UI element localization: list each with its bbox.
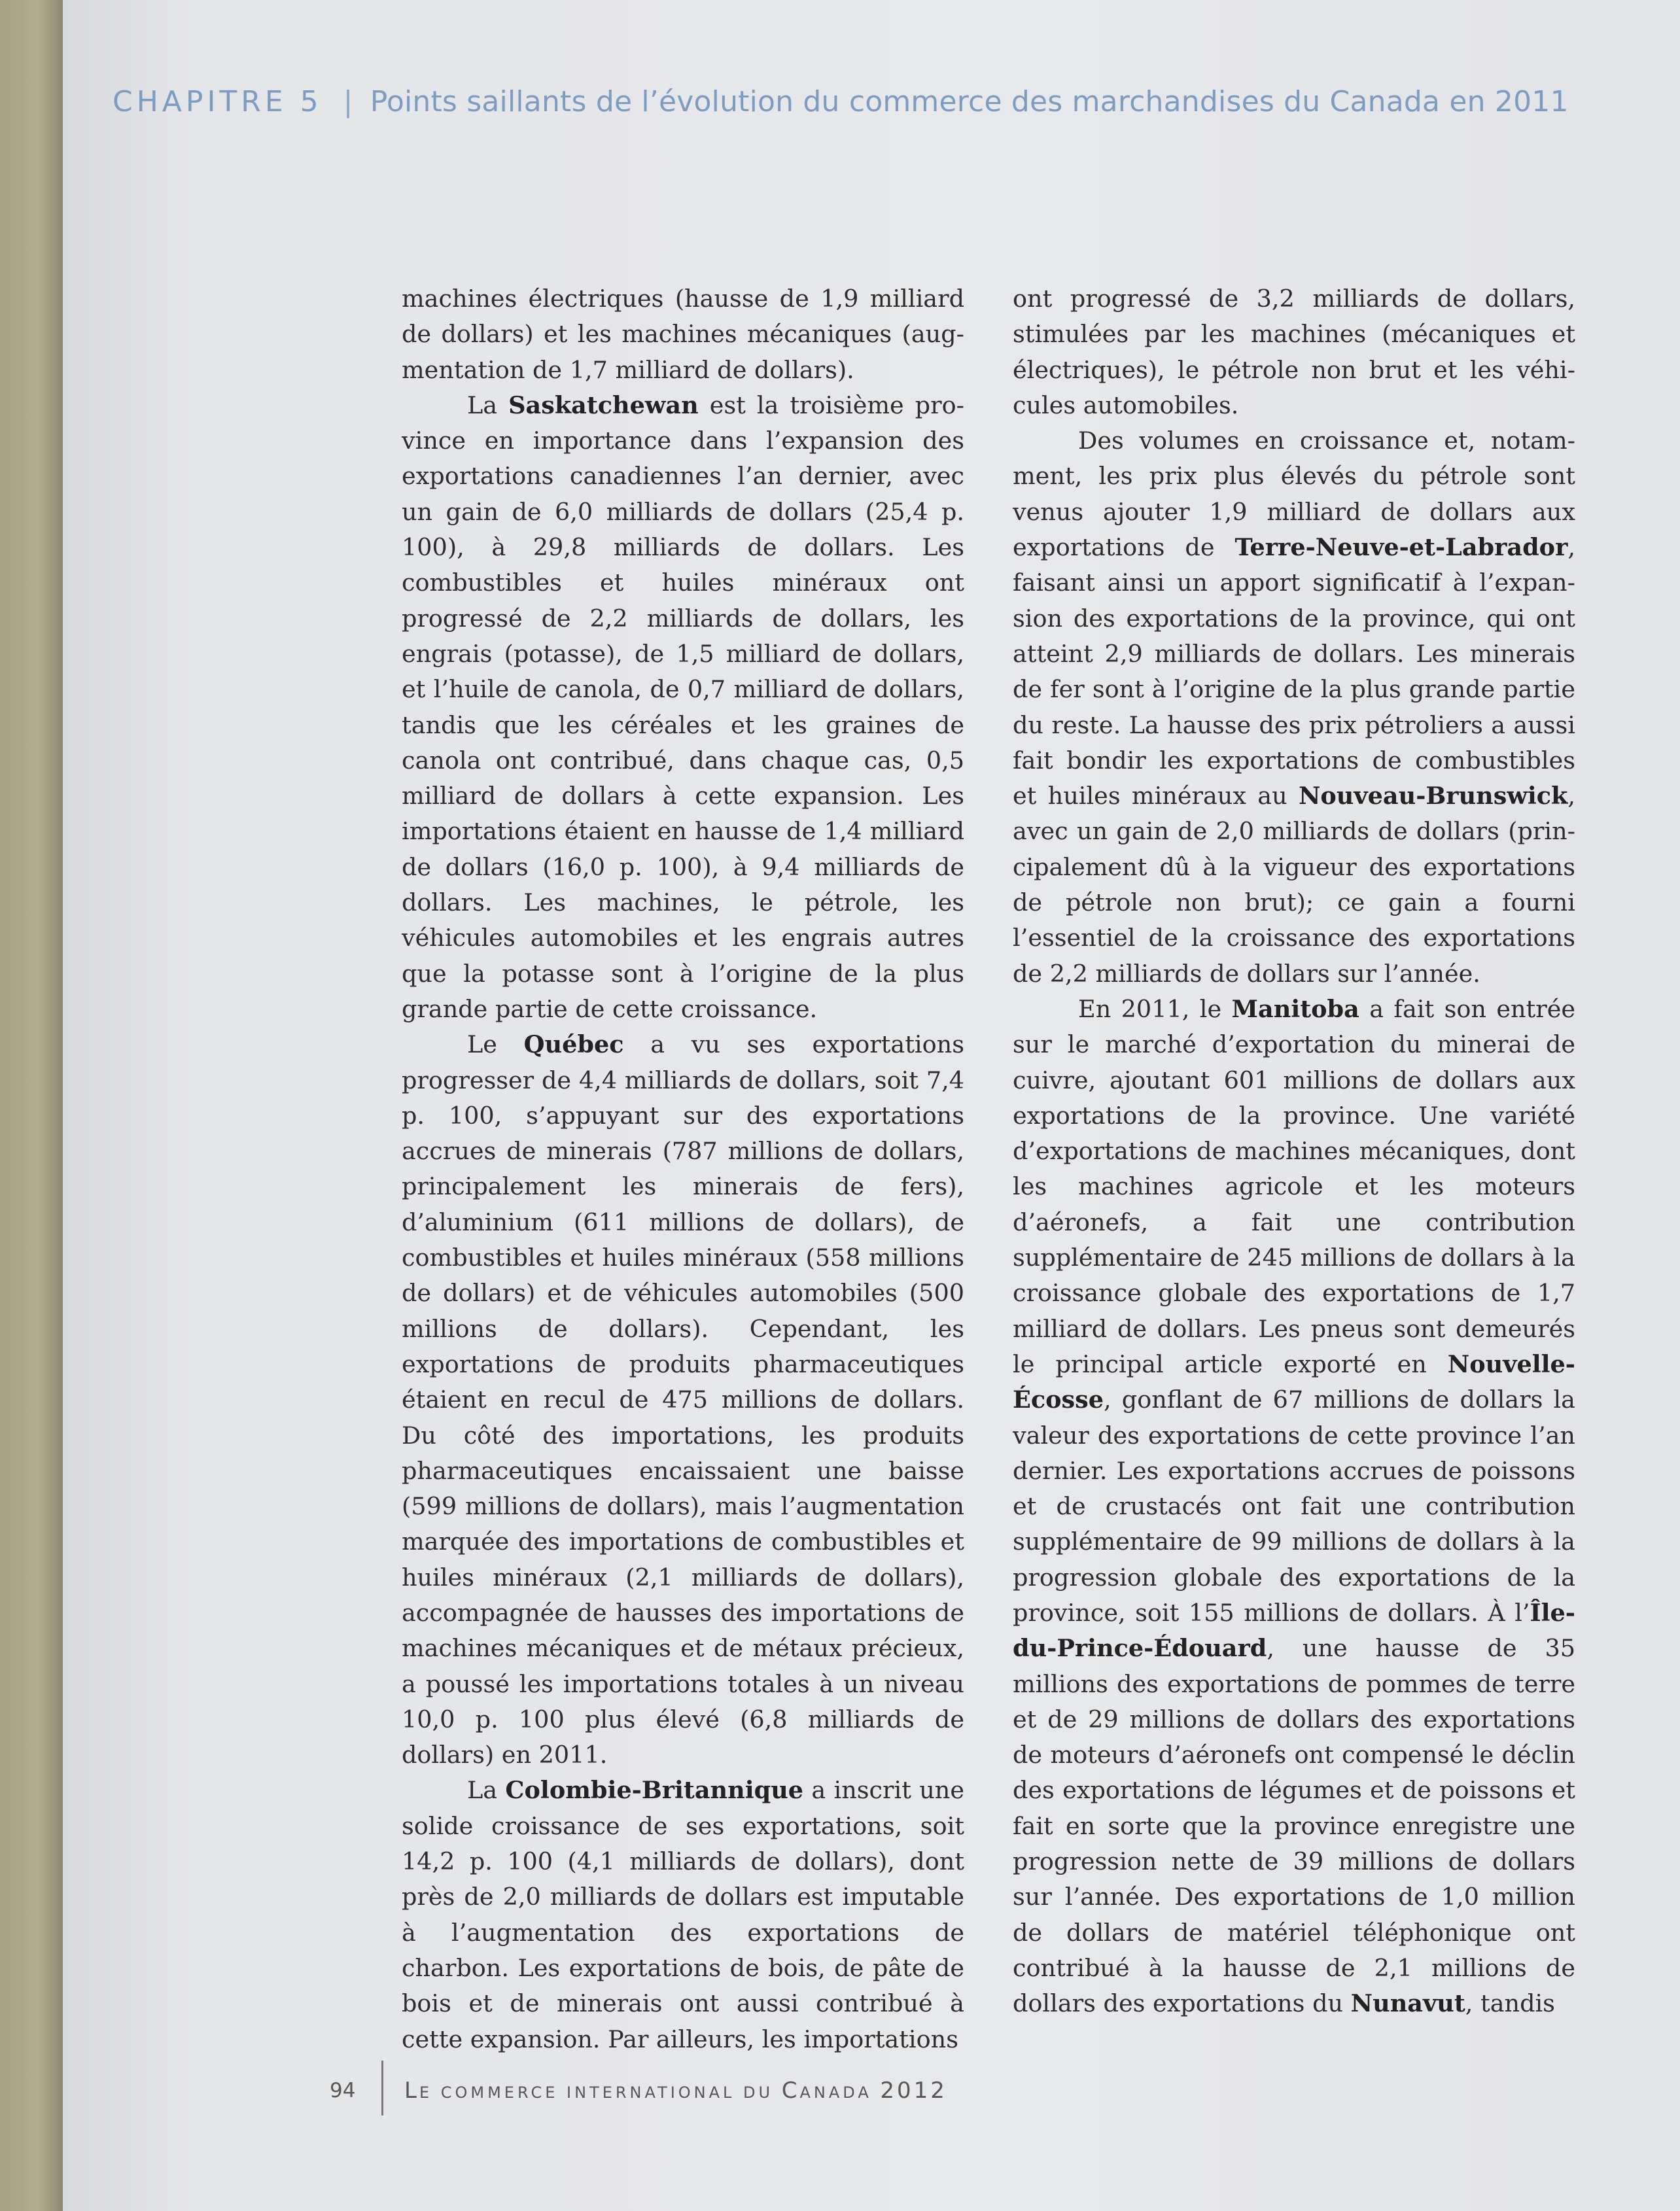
paragraph bbox=[1013, 423, 1575, 992]
bold-term: Terre-Neuve-et-Labrador bbox=[1234, 533, 1568, 562]
publication-title-part: 2012 bbox=[880, 2078, 947, 2104]
bold-term: Québec bbox=[523, 1030, 624, 1059]
bold-term: Nouvelle-Écosse bbox=[1013, 1349, 1575, 1414]
paragraph bbox=[1013, 281, 1575, 423]
paragraph bbox=[1013, 992, 1575, 2022]
book-spine-edge bbox=[0, 0, 63, 2211]
chapter-title: Points saillants de l’évolution du commerce des marchandises du Canada en 2011 bbox=[370, 85, 1569, 118]
text-run: , avec un gain de 2,0 milliards de dollars (principalement dû à la vigueur des exportations de pétrole non brut); ce gain a fourni l’essentiel de la croissance des exportations de 2,2 milliards de dollars sur l’année. bbox=[1013, 782, 1575, 988]
publication-title-part: E COMMERCE INTERNATIONAL DU bbox=[419, 2083, 782, 2102]
paragraph bbox=[402, 388, 964, 1027]
publication-title-part: ANADA bbox=[799, 2083, 881, 2102]
text-run: Des volumes en croissance et, notamment, les prix plus élevés du pétrole sont venus ajouter 1,9 milliard de dollars aux exportations de bbox=[1013, 427, 1575, 562]
text-run: , faisant ainsi un apport significatif à l’expansion des exportations de la province, qui ont atteint 2,9 milliards de dollars. Les minerais de fer sont à l’origine de la plus grande partie du reste. La hausse des prix pétroliers a aussi fait bondir les exportations de combustibles et huiles minéraux au bbox=[1013, 533, 1575, 810]
bold-term: Île-du-Prince-Édouard bbox=[1013, 1598, 1575, 1663]
text-run: a vu ses exportations progresser de 4,4 milliards de dollars, soit 7,4 p. 100, s’appuyant sur des exportations accrues de minerais (787 millions de dollars, principalement les minerais de fers), d’aluminium (611 millions de dollars), de combustibles et huiles minéraux (558 millions de dollars) et de véhicules automobiles (500 millions de dollars). Cependant, les exportations de produits pharmaceutiques étaient en recul de 475 millions de dollars. Du côté des importations, les produits pharmaceutiques encaissaient une baisse (599 millions de dollars), mais l’augmentation marquée des importations de combustibles et huiles minéraux (2,1 milliards de dollars), accompagnée de hausses des importations de machines mécaniques et de métaux précieux, a poussé les importations totales à un niveau 10,0 p. 100 plus élevé (6,8 milliards de dollars) en 2011. bbox=[402, 1030, 964, 1769]
text-run: La bbox=[467, 391, 509, 419]
text-run: , une hausse de 35 millions des exportations de pommes de terre et de 29 millions de dollars des exportations de moteurs d’aéronefs ont compensé le déclin des exportations de légumes et de poissons et fait en sorte que la province enregistre une progression nette de 39 millions de dollars sur l’année. Des exportations de 1,0 million de dollars de matériel téléphonique ont contribué à la hausse de 2,1 millions de dollars des exportations du bbox=[1013, 1634, 1575, 2018]
text-run: a inscrit une solide croissance de ses exportations, soit 14,2 p. 100 (4,1 milliards de dollars), dont près de 2,0 milliards de dollars est imputable à l’augmentation des exportations de charbon. Les exportations de bois, de pâte de bois et de minerais ont aussi contribué à cette expansion. Par ailleurs, les importations bbox=[402, 1776, 964, 2053]
text-run: , gonflant de 67 millions de dollars la valeur des exportations de cette province l’an dernier. Les exportations accrues de poissons et de crustacés ont fait une contribution supplémentaire de 99 millions de dollars à la progression globale des exportations de la province, soit 155 millions de dollars. À l’ bbox=[1013, 1385, 1575, 1627]
text-run: En 2011, le bbox=[1078, 994, 1232, 1023]
publication-title-part: C bbox=[781, 2078, 800, 2104]
running-header bbox=[113, 85, 1569, 118]
text-run: est la troisième province en importance dans l’expansion des exportations canadiennes l’an dernier, avec un gain de 6,0 milliards de dollars (25,4 p. 100), à 29,8 milliards de dollars. Les combustibles et huiles minéraux ont progressé de 2,2 milliards de dollars, les engrais (potasse), de 1,5 milliard de dollars, et l’huile de canola, de 0,7 milliard de dollars, tandis que les céréales et les graines de canola ont contribué, dans chaque cas, 0,5 milliard de dollars à cette expansion. Les importations étaient en hausse de 1,4 milliard de dollars (16,0 p. 100), à 9,4 milliards de dollars. Les machines, le pétrole, les véhicules automobiles et les engrais autres que la potasse sont à l’origine de la plus grande partie de cette croissance. bbox=[402, 391, 964, 1023]
page-number: 94 bbox=[330, 2079, 356, 2102]
bold-term: Nunavut bbox=[1350, 1989, 1465, 2018]
publication-title bbox=[404, 2078, 947, 2104]
left-text-column bbox=[402, 281, 964, 2057]
header-separator: | bbox=[343, 85, 353, 118]
publication-title-part: L bbox=[404, 2078, 419, 2104]
paragraph bbox=[402, 1027, 964, 1773]
chapter-label: CHAPITRE 5 bbox=[113, 85, 323, 118]
bold-term: Manitoba bbox=[1231, 994, 1359, 1023]
bold-term: Saskatchewan bbox=[508, 391, 699, 419]
paragraph bbox=[402, 281, 964, 388]
text-run: a fait son entrée sur le marché d’exportation du minerai de cuivre, ajoutant 601 millions de dollars aux exportations de la province. Une variété d’exportations de machines mécaniques, dont les machines agricole et les moteurs d’aéronefs, a fait une contribution supplémentaire de 245 millions de dollars à la croissance globale des exportations de 1,7 milliard de dollars. Les pneus sont demeurés le principal article exporté en bbox=[1013, 994, 1576, 1378]
document-page bbox=[63, 0, 1680, 2211]
paragraph bbox=[402, 1773, 964, 2057]
text-run: machines électriques (hausse de 1,9 milliard de dollars) et les machines mécaniques (augmentation de 1,7 milliard de dollars). bbox=[402, 285, 964, 384]
footer-rule bbox=[381, 2061, 383, 2115]
bold-term: Colombie-Britannique bbox=[505, 1776, 804, 1805]
text-run: La bbox=[467, 1776, 506, 1805]
text-run: Le bbox=[467, 1030, 524, 1059]
text-run: , tandis bbox=[1465, 1989, 1555, 2018]
bold-term: Nouveau-Brunswick bbox=[1298, 782, 1568, 810]
text-run: ont progressé de 3,2 milliards de dollars, stimulées par les machines (mécaniques et électriques), le pétrole non brut et les véhicules automobiles. bbox=[1013, 285, 1575, 419]
right-text-column bbox=[1013, 281, 1575, 2022]
